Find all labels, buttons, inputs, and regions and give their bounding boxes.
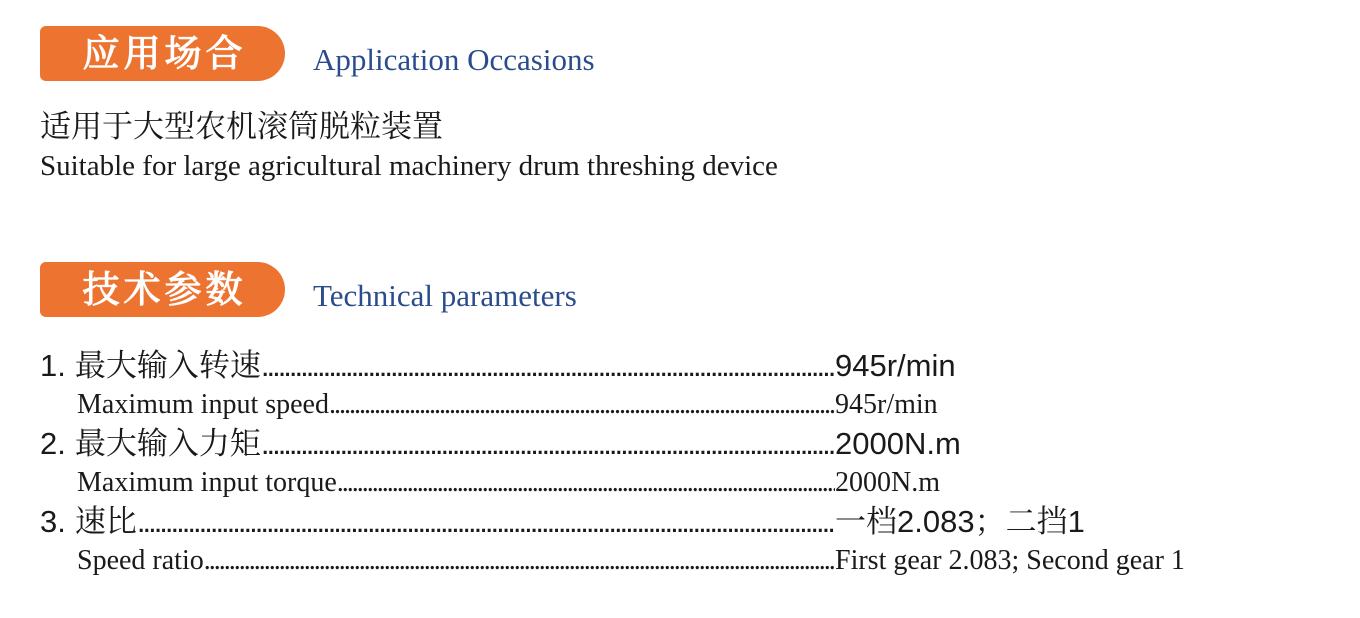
- param-label-zh: 最大输入转速: [74, 348, 261, 383]
- dot-leader: [329, 387, 835, 423]
- param-row-zh: [40, 423, 1360, 465]
- param-index: 1.: [40, 348, 66, 383]
- param-value-en: 2000N.m: [835, 467, 940, 498]
- param-row-en: [40, 543, 1360, 579]
- param-value-zh: 945r/min: [835, 348, 956, 383]
- param-row-zh: [40, 345, 1360, 387]
- param-value-zh: 一档2.083；二挡1: [835, 504, 1085, 539]
- param-label-en: Speed ratio: [77, 545, 204, 576]
- technical-badge-label: 技术参数: [82, 269, 247, 310]
- application-section-title: Application Occasions: [313, 42, 595, 77]
- param-label-en: Maximum input torque: [77, 467, 337, 498]
- param-row-zh: [40, 501, 1360, 543]
- application-description: [40, 107, 1360, 185]
- parameter-list: [40, 345, 1360, 579]
- application-section-header: [40, 26, 1360, 81]
- param-index: 2.: [40, 426, 66, 461]
- application-description-zh: 适用于大型农机滚筒脱粒装置: [40, 109, 443, 144]
- dot-leader: [261, 423, 835, 465]
- application-badge: [40, 26, 285, 81]
- dot-leader: [137, 501, 835, 543]
- application-description-en: Suitable for large agricultural machinery drum threshing device: [40, 150, 778, 182]
- dot-leader: [204, 543, 835, 579]
- dot-leader: [261, 345, 835, 387]
- param-value-en: 945r/min: [835, 389, 938, 420]
- technical-section-title: Technical parameters: [313, 278, 577, 313]
- param-value-zh: 2000N.m: [835, 426, 961, 461]
- param-label-en: Maximum input speed: [77, 389, 329, 420]
- technical-badge: [40, 262, 285, 317]
- technical-section-header: [40, 262, 1360, 317]
- param-row-en: [40, 387, 1360, 423]
- param-index: 3.: [40, 504, 66, 539]
- application-badge-label: 应用场合: [82, 33, 247, 74]
- param-value-en: First gear 2.083; Second gear 1: [835, 545, 1185, 576]
- param-row-en: [40, 465, 1360, 501]
- param-label-zh: 速比: [74, 504, 137, 539]
- param-label-zh: 最大输入力矩: [74, 426, 261, 461]
- dot-leader: [337, 465, 835, 501]
